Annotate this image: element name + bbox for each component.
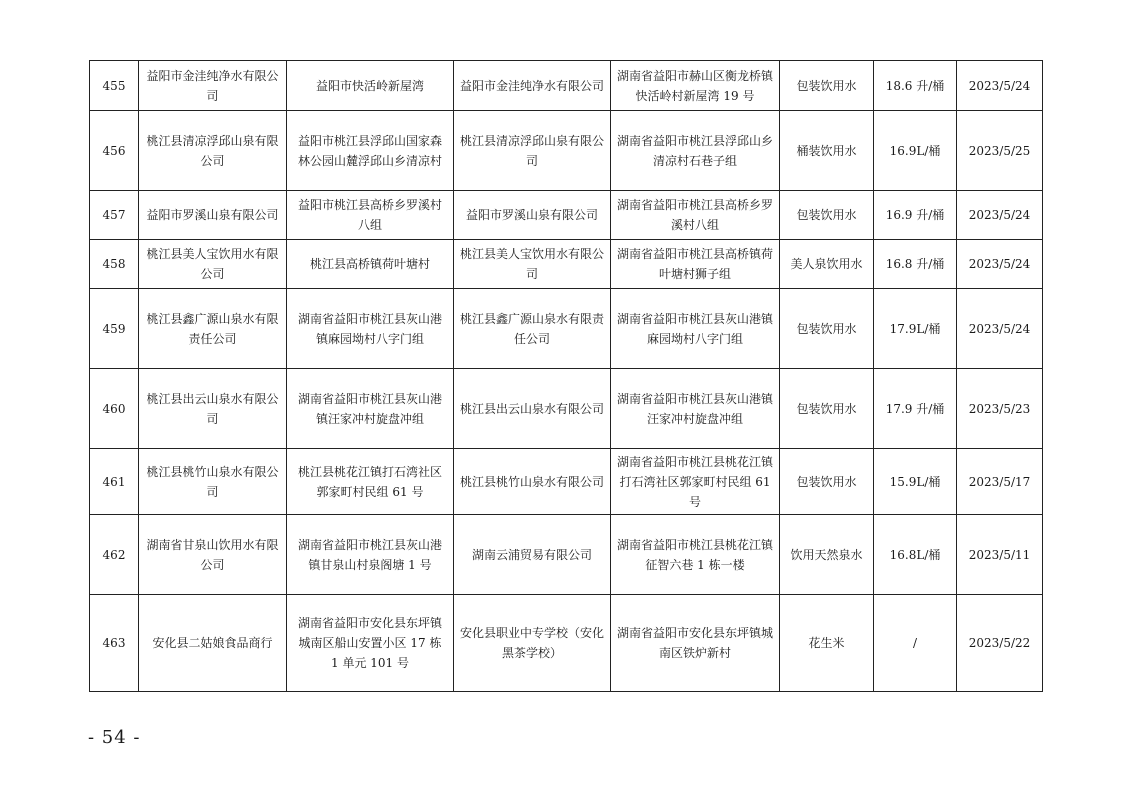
seller-address-cell: 湖南省益阳市桃江县桃花江镇征智六巷 1 栋一楼 (611, 515, 780, 595)
row-number-cell: 458 (90, 240, 139, 289)
producer-address-cell: 益阳市桃江县高桥乡罗溪村八组 (287, 191, 454, 240)
product-name-cell: 包装饮用水 (780, 61, 874, 111)
production-date-cell: 2023/5/24 (957, 191, 1043, 240)
seller-name-cell: 桃江县桃竹山泉水有限公司 (454, 449, 611, 515)
producer-address-cell: 湖南省益阳市桃江县灰山港镇甘泉山村泉阁塘 1 号 (287, 515, 454, 595)
specification-cell: 16.9 升/桶 (874, 191, 957, 240)
producer-address-cell: 益阳市桃江县浮邱山国家森林公园山麓浮邱山乡清凉村 (287, 111, 454, 191)
seller-name-cell: 桃江县美人宝饮用水有限公司 (454, 240, 611, 289)
seller-name-cell: 桃江县鑫广源山泉水有限责任公司 (454, 289, 611, 369)
table-row (90, 191, 1043, 240)
seller-address-cell: 湖南省益阳市桃江县灰山港镇麻园坳村八字门组 (611, 289, 780, 369)
product-name-cell: 花生米 (780, 595, 874, 692)
seller-address-cell: 湖南省益阳市桃江县浮邱山乡清凉村石巷子组 (611, 111, 780, 191)
specification-cell: 17.9 升/桶 (874, 369, 957, 449)
seller-address-cell: 湖南省益阳市桃江县桃花江镇打石湾社区郭家町村民组 61 号 (611, 449, 780, 515)
producer-name-cell: 桃江县出云山泉水有限公司 (139, 369, 287, 449)
row-number-cell: 462 (90, 515, 139, 595)
producer-address-cell: 湖南省益阳市桃江县灰山港镇汪家冲村旋盘冲组 (287, 369, 454, 449)
product-name-cell: 桶装饮用水 (780, 111, 874, 191)
specification-cell: 16.9L/桶 (874, 111, 957, 191)
row-number-cell: 456 (90, 111, 139, 191)
producer-address-cell: 湖南省益阳市桃江县灰山港镇麻园坳村八字门组 (287, 289, 454, 369)
row-number-cell: 459 (90, 289, 139, 369)
row-number-cell: 463 (90, 595, 139, 692)
production-date-cell: 2023/5/24 (957, 240, 1043, 289)
product-name-cell: 包装饮用水 (780, 449, 874, 515)
producer-address-cell: 桃江县桃花江镇打石湾社区郭家町村民组 61 号 (287, 449, 454, 515)
table-row (90, 449, 1043, 515)
producer-name-cell: 益阳市罗溪山泉有限公司 (139, 191, 287, 240)
row-number-cell: 460 (90, 369, 139, 449)
producer-address-cell: 湖南省益阳市安化县东坪镇城南区船山安置小区 17 栋 1 单元 101 号 (287, 595, 454, 692)
production-date-cell: 2023/5/17 (957, 449, 1043, 515)
production-date-cell: 2023/5/25 (957, 111, 1043, 191)
row-number-cell: 457 (90, 191, 139, 240)
producer-address-cell: 桃江县高桥镇荷叶塘村 (287, 240, 454, 289)
specification-cell: / (874, 595, 957, 692)
seller-address-cell: 湖南省益阳市桃江县灰山港镇汪家冲村旋盘冲组 (611, 369, 780, 449)
specification-cell: 15.9L/桶 (874, 449, 957, 515)
producer-name-cell: 安化县二姑娘食品商行 (139, 595, 287, 692)
seller-address-cell: 湖南省益阳市赫山区衡龙桥镇快活岭村新屋湾 19 号 (611, 61, 780, 111)
producer-name-cell: 桃江县鑫广源山泉水有限责任公司 (139, 289, 287, 369)
data-table (89, 60, 1043, 692)
seller-name-cell: 湖南云浦贸易有限公司 (454, 515, 611, 595)
table-row (90, 369, 1043, 449)
table-row (90, 240, 1043, 289)
product-name-cell: 饮用天然泉水 (780, 515, 874, 595)
producer-address-cell: 益阳市快活岭新屋湾 (287, 61, 454, 111)
table-row (90, 595, 1043, 692)
row-number-cell: 455 (90, 61, 139, 111)
producer-name-cell: 湖南省甘泉山饮用水有限公司 (139, 515, 287, 595)
production-date-cell: 2023/5/24 (957, 289, 1043, 369)
specification-cell: 18.6 升/桶 (874, 61, 957, 111)
producer-name-cell: 益阳市金洼纯净水有限公司 (139, 61, 287, 111)
specification-cell: 16.8L/桶 (874, 515, 957, 595)
seller-name-cell: 桃江县清凉浮邱山泉有限公司 (454, 111, 611, 191)
production-date-cell: 2023/5/22 (957, 595, 1043, 692)
production-date-cell: 2023/5/11 (957, 515, 1043, 595)
producer-name-cell: 桃江县美人宝饮用水有限公司 (139, 240, 287, 289)
seller-name-cell: 益阳市金洼纯净水有限公司 (454, 61, 611, 111)
seller-name-cell: 益阳市罗溪山泉有限公司 (454, 191, 611, 240)
seller-address-cell: 湖南省益阳市桃江县高桥镇荷叶塘村狮子组 (611, 240, 780, 289)
seller-name-cell: 桃江县出云山泉水有限公司 (454, 369, 611, 449)
product-name-cell: 包装饮用水 (780, 369, 874, 449)
page-number: - 54 - (88, 727, 141, 748)
seller-address-cell: 湖南省益阳市桃江县高桥乡罗溪村八组 (611, 191, 780, 240)
production-date-cell: 2023/5/24 (957, 61, 1043, 111)
table-row (90, 111, 1043, 191)
product-name-cell: 包装饮用水 (780, 289, 874, 369)
table-row (90, 289, 1043, 369)
table-row (90, 61, 1043, 111)
row-number-cell: 461 (90, 449, 139, 515)
production-date-cell: 2023/5/23 (957, 369, 1043, 449)
table-row (90, 515, 1043, 595)
product-name-cell: 包装饮用水 (780, 191, 874, 240)
producer-name-cell: 桃江县桃竹山泉水有限公司 (139, 449, 287, 515)
specification-cell: 17.9L/桶 (874, 289, 957, 369)
seller-name-cell: 安化县职业中专学校（安化黑茶学校） (454, 595, 611, 692)
specification-cell: 16.8 升/桶 (874, 240, 957, 289)
producer-name-cell: 桃江县清凉浮邱山泉有限公司 (139, 111, 287, 191)
seller-address-cell: 湖南省益阳市安化县东坪镇城南区铁炉新村 (611, 595, 780, 692)
product-name-cell: 美人泉饮用水 (780, 240, 874, 289)
